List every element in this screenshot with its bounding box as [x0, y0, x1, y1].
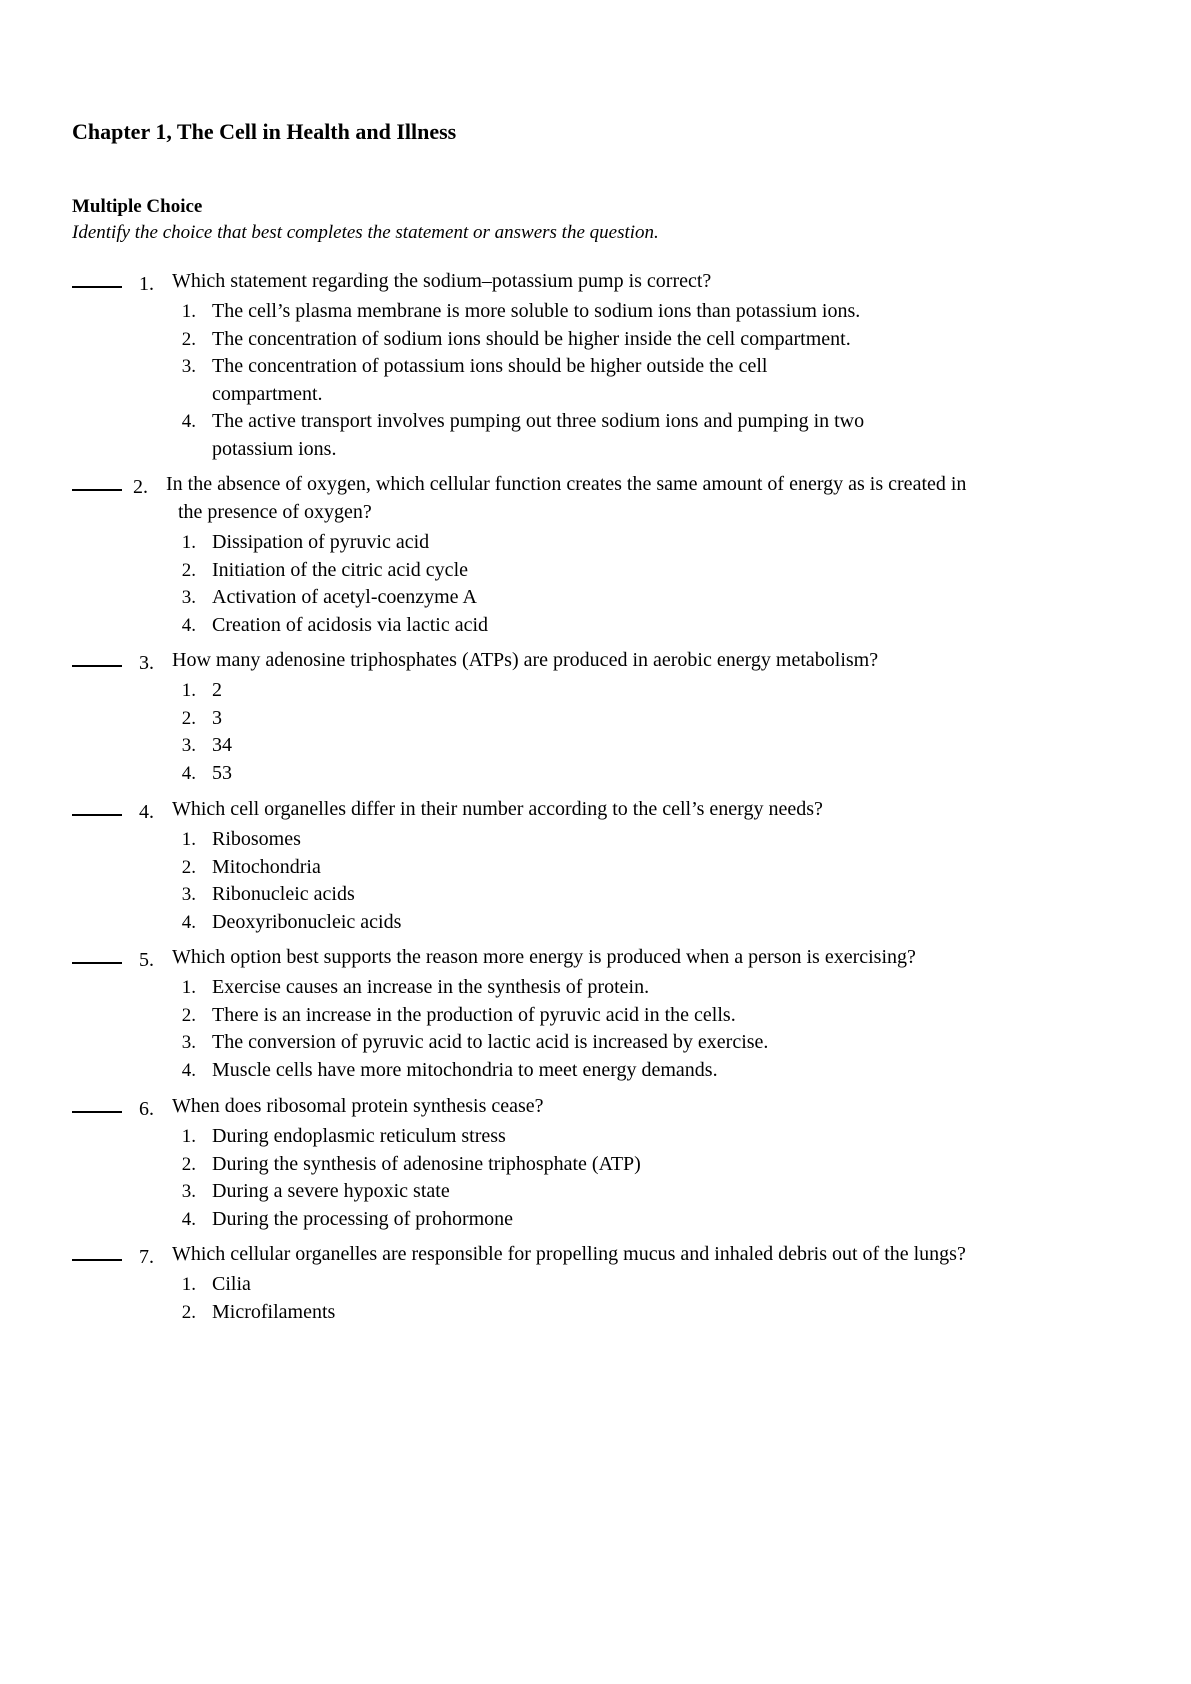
choice-number: 4.: [181, 762, 196, 784]
question-stem: Which cell organelles differ in their number according to the cell’s energy needs?: [172, 798, 823, 820]
choice-list: [172, 974, 1072, 1084]
choice-number: 1.: [181, 680, 196, 701]
choice-list: [172, 826, 1072, 936]
choice-number: 2.: [181, 1301, 196, 1323]
choice-number: 3.: [181, 1181, 196, 1202]
choice-number: 2.: [181, 707, 196, 729]
choice-option: [172, 298, 1072, 326]
answer-blank[interactable]: [72, 665, 122, 667]
choice-number: 1.: [181, 977, 196, 998]
choice-number: 1.: [181, 532, 196, 553]
choice-text: 2: [212, 679, 222, 701]
choice-option: [172, 584, 1072, 612]
question-stem: When does ribosomal protein synthesis cease?: [172, 1095, 544, 1117]
choice-option: [172, 705, 1072, 733]
question-number: 1.: [139, 273, 154, 295]
choice-option: [172, 1299, 1072, 1327]
choice-number: 1.: [181, 829, 196, 850]
question-number: 5.: [139, 949, 154, 971]
choice-list: [172, 677, 1072, 787]
choice-number: 3.: [181, 735, 196, 756]
answer-blank[interactable]: [72, 1111, 122, 1113]
choice-option: [172, 1206, 1072, 1234]
question-stem: In the absence of oxygen, which cellular function creates the same amount of energy as is created in: [166, 473, 967, 495]
choice-text: The active transport involves pumping out three sodium ions and pumping in two: [212, 410, 865, 432]
question-stem: Which option best supports the reason more energy is produced when a person is exercising?: [172, 946, 916, 968]
choice-list: [172, 298, 1072, 463]
choice-option: [172, 1057, 1072, 1085]
answer-blank[interactable]: [72, 286, 122, 288]
choice-option: [172, 408, 1072, 463]
choice-text: During the processing of prohormone: [212, 1207, 514, 1230]
choice-option: [172, 854, 1072, 882]
choice-text: Cilia: [212, 1273, 251, 1295]
choice-number: 4.: [181, 1059, 196, 1081]
question-number: 6.: [139, 1098, 154, 1120]
choice-list: [172, 529, 1072, 639]
choice-text: Ribonucleic acids: [212, 883, 355, 905]
question-stem: How many adenosine triphosphates (ATPs) are produced in aerobic energy metabolism?: [172, 649, 879, 671]
choice-option: [172, 909, 1072, 937]
answer-blank[interactable]: [72, 814, 122, 816]
choice-text: During the synthesis of adenosine triphosphate (ATP): [212, 1152, 641, 1175]
choice-number: 3.: [181, 356, 196, 377]
choice-text: 53: [212, 761, 232, 784]
choice-option: [172, 353, 1072, 408]
choice-text: 34: [212, 734, 232, 756]
choice-text: The concentration of sodium ions should be higher inside the cell compartment.: [212, 327, 851, 350]
choice-option: [172, 1002, 1072, 1030]
choice-option: [172, 1029, 1072, 1057]
question-number: 4.: [139, 801, 154, 823]
choice-text: Muscle cells have more mitochondria to meet energy demands.: [212, 1058, 718, 1081]
question-stem: Which cellular organelles are responsible for propelling mucus and inhaled debris out of the lungs?: [172, 1243, 966, 1265]
choice-option: [172, 732, 1072, 760]
choice-text: The cell’s plasma membrane is more soluble to sodium ions than potassium ions.: [212, 300, 861, 322]
question-number: 7.: [139, 1246, 154, 1268]
choice-text: The conversion of pyruvic acid to lactic acid is increased by exercise.: [212, 1031, 769, 1053]
choice-number: 4.: [181, 614, 196, 636]
choice-text: Ribosomes: [212, 828, 301, 850]
choice-text: Deoxyribonucleic acids: [212, 910, 402, 933]
choice-number: 4.: [181, 1208, 196, 1230]
choice-number: 3.: [181, 884, 196, 905]
choice-option: [172, 529, 1072, 557]
choice-option: [172, 1271, 1072, 1299]
choice-option: [172, 326, 1072, 354]
choice-number: 1.: [181, 1274, 196, 1295]
choice-text: 3: [212, 706, 222, 729]
choice-option: [172, 557, 1072, 585]
choice-number: 3.: [181, 1032, 196, 1053]
choice-text: potassium ions.: [212, 437, 337, 460]
choice-text: There is an increase in the production of pyruvic acid in the cells.: [212, 1003, 736, 1026]
choice-text: Initiation of the citric acid cycle: [212, 558, 468, 581]
answer-blank[interactable]: [72, 489, 122, 491]
answer-blank[interactable]: [72, 962, 122, 964]
choice-text: Dissipation of pyruvic acid: [212, 531, 430, 553]
choice-number: 2.: [181, 328, 196, 350]
choice-option: [172, 1178, 1072, 1206]
choice-option: [172, 881, 1072, 909]
choice-text: During endoplasmic reticulum stress: [212, 1125, 506, 1147]
question-number: 3.: [139, 652, 154, 674]
choice-list: [172, 1271, 1072, 1326]
choice-option: [172, 677, 1072, 705]
choice-text: Microfilaments: [212, 1300, 336, 1323]
choice-text: Exercise causes an increase in the synthesis of protein.: [212, 976, 650, 998]
choice-number: 4.: [181, 411, 196, 432]
choice-number: 1.: [181, 1126, 196, 1147]
choice-number: 3.: [181, 587, 196, 608]
choice-option: [172, 974, 1072, 1002]
question-number: 2.: [133, 476, 148, 498]
choice-option: [172, 1123, 1072, 1151]
answer-blank[interactable]: [72, 1259, 122, 1261]
choice-text: Activation of acetyl-coenzyme A: [212, 586, 477, 608]
choice-option: [172, 612, 1072, 640]
choice-text: During a severe hypoxic state: [212, 1180, 450, 1202]
question-stem: the presence of oxygen?: [178, 501, 372, 523]
choice-text: compartment.: [212, 382, 323, 405]
section-title: Multiple Choice: [72, 196, 203, 217]
choice-number: 2.: [181, 559, 196, 581]
choice-option: [172, 760, 1072, 788]
choice-list: [172, 1123, 1072, 1233]
choice-number: 2.: [181, 1153, 196, 1175]
question-stem: Which statement regarding the sodium–potassium pump is correct?: [172, 270, 712, 292]
choice-text: Creation of acidosis via lactic acid: [212, 613, 489, 636]
choice-text: Mitochondria: [212, 855, 321, 878]
choice-number: 4.: [181, 911, 196, 933]
choice-number: 2.: [181, 856, 196, 878]
instructions: Identify the choice that best completes the statement or answers the question.: [72, 222, 659, 243]
chapter-title: Chapter 1, The Cell in Health and Illness: [72, 119, 457, 144]
choice-number: 1.: [181, 301, 196, 322]
choice-text: The concentration of potassium ions should be higher outside the cell: [212, 355, 768, 377]
choice-number: 2.: [181, 1004, 196, 1026]
choice-option: [172, 1151, 1072, 1179]
choice-option: [172, 826, 1072, 854]
